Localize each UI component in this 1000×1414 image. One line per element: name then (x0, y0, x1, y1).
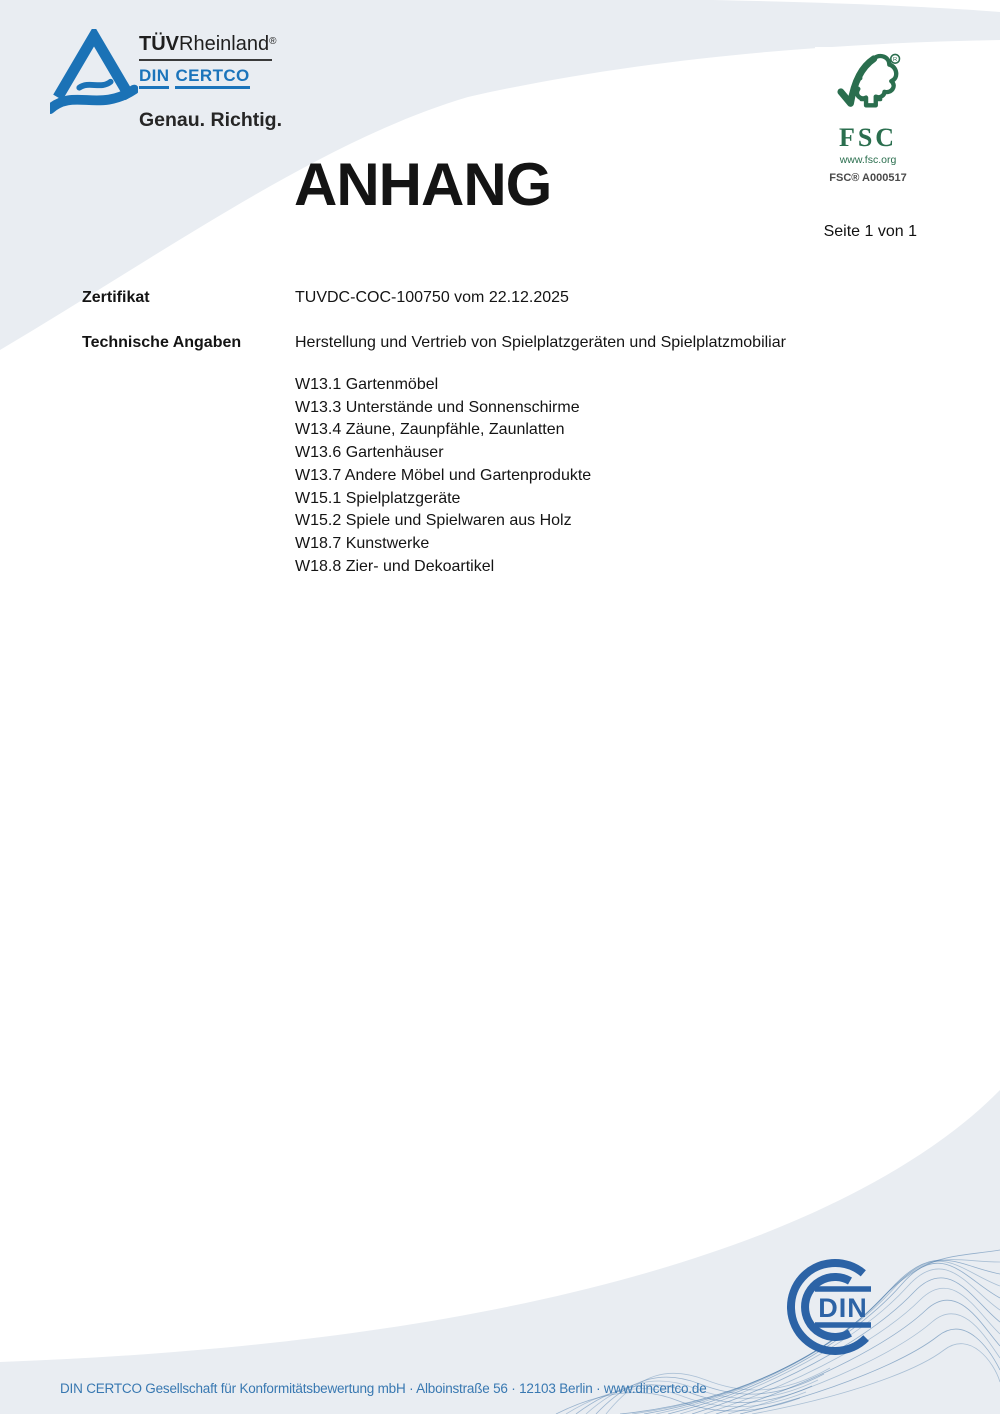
scope-list-item: W15.2 Spiele und Spielwaren aus Holz (295, 512, 572, 530)
fsc-wordmark: FSC (838, 123, 898, 152)
certificate-label: Zertifikat (82, 289, 150, 306)
fsc-license-code: FSC® A000517 (829, 172, 907, 184)
logo-divider (139, 59, 272, 61)
tuv-rheinland-label: TÜVRheinland® (139, 33, 277, 55)
scope-list-item: W18.7 Kunstwerke (295, 534, 430, 552)
scope-item-list (295, 374, 591, 578)
din-logo-icon (784, 1256, 886, 1358)
technical-data-label: Technische Angaben (82, 334, 242, 351)
svg-text:R: R (893, 57, 898, 64)
tuv-rheinland-wordmark (139, 33, 339, 86)
scope-list-item: W13.6 Gartenhäuser (295, 444, 444, 462)
certco-word: CERTCO (175, 66, 249, 89)
scope-list-item: W13.4 Zäune, Zaunpfähle, Zaunlatten (295, 421, 565, 439)
tuv-rheinland-triangle-icon (50, 29, 138, 115)
din-certco-wordmark (139, 66, 339, 86)
page-title: ANHANG (294, 151, 552, 218)
scope-list-item: W13.3 Unterstände und Sonnenschirme (295, 398, 580, 416)
din-word: DIN (139, 66, 169, 89)
fsc-tree-icon (832, 53, 904, 117)
scope-list-item: W13.7 Andere Möbel und Gartenprodukte (295, 466, 592, 484)
certificate-value: TUVDC-COC-100750 vom 22.12.2025 (295, 289, 569, 306)
fsc-label (815, 47, 921, 194)
scope-list-item: W13.1 Gartenmöbel (295, 376, 439, 393)
footer-company-line: DIN CERTCO Gesellschaft für Konformitätsbewertung mbH · Alboinstraße 56 · 12103 Berlin · www.dincertco.de (60, 1381, 707, 1396)
scope-list-item: W18.8 Zier- und Dekoartikel (295, 557, 495, 575)
scope-list-item: W15.1 Spielplatzgeräte (295, 489, 461, 507)
svg-text:DIN: DIN (818, 1293, 868, 1323)
technical-data-value: Herstellung und Vertrieb von Spielplatzgeräten und Spielplatzmobiliar (295, 334, 786, 351)
slogan-text: Genau. Richtig. (139, 109, 283, 131)
fsc-url: www.fsc.org (839, 154, 897, 166)
registered-mark: ® (269, 36, 277, 47)
page-number: Seite 1 von 1 (823, 223, 917, 240)
